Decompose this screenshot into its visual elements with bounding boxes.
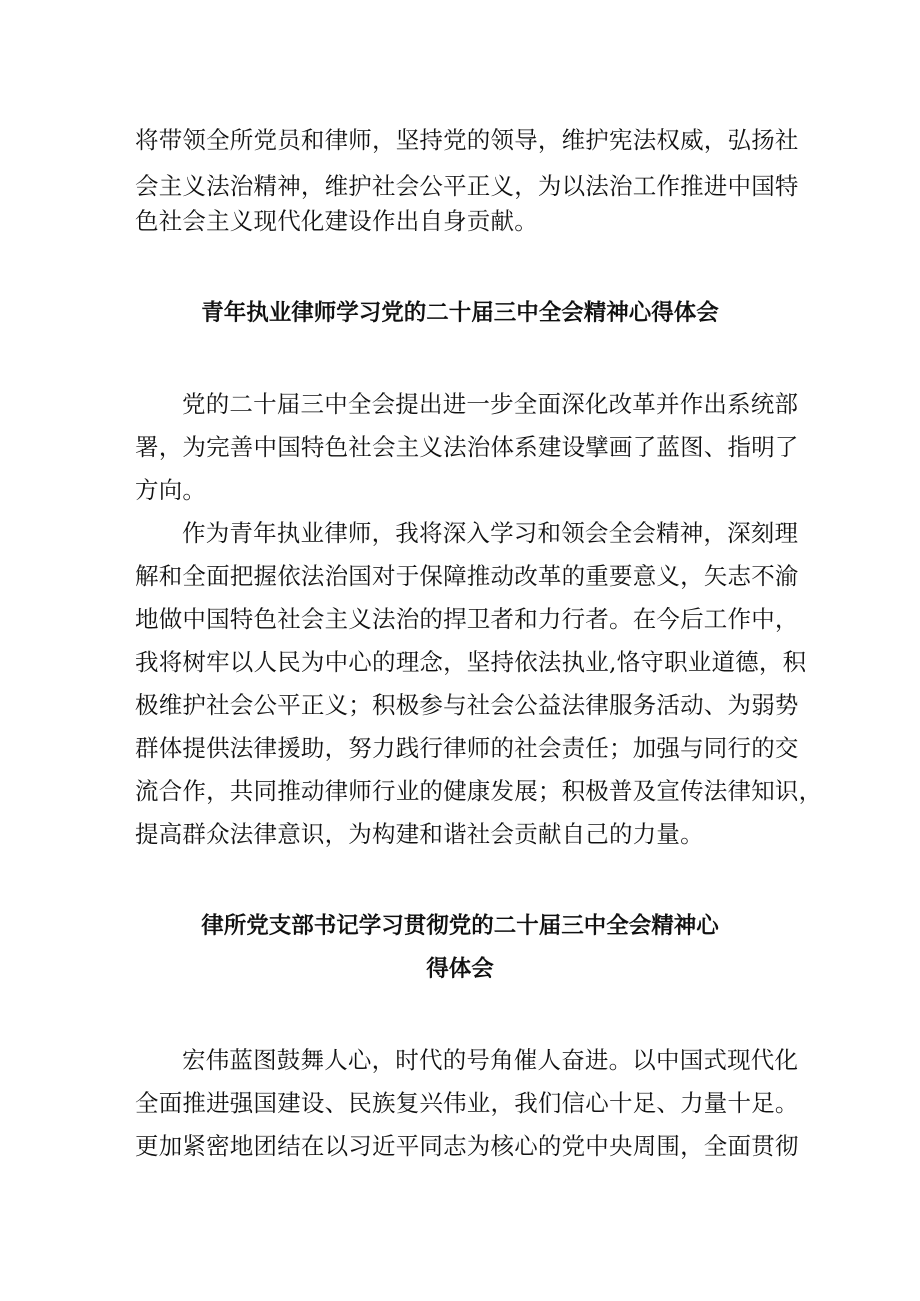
section-title-continuation: 得体会 — [426, 956, 494, 982]
text-line: 全面推进强国建设、民族复兴伟业，我们信心十足、力量十足。 — [135, 1089, 799, 1117]
text-line: 会主义法治精神，维护社会公平正义，为以法治工作推进中国特 — [135, 172, 799, 200]
text-line: 方向。 — [135, 476, 207, 504]
text-line: 更加紧密地团结在以习近平同志为核心的党中央周围，全面贯彻 — [135, 1132, 799, 1160]
text-line: 群体提供法律援助，努力践行律师的社会责任；加强与同行的交 — [135, 734, 799, 762]
section-title: 律所党支部书记学习贯彻党的二十届三中全会精神心 — [201, 913, 719, 939]
text-line: 署，为完善中国特色社会主义法治体系建设擘画了蓝图、指明了 — [135, 433, 799, 461]
text-line: 流合作，共同推动律师行业的健康发展；积极普及宣传法律知识， — [135, 777, 823, 805]
text-line: 极维护社会公平正义；积极参与社会公益法律服务活动、为弱势 — [135, 691, 799, 719]
text-line: 宏伟蓝图鼓舞人心，时代的号角催人奋进。以中国式现代化 — [182, 1046, 799, 1074]
text-line: 地做中国特色社会主义法治的捍卫者和力行者。在今后工作中， — [135, 605, 799, 633]
text-line: 解和全面把握依法治国对于保障推动改革的重要意义，矢志不渝 — [135, 562, 799, 590]
text-line: 色社会主义现代化建设作出自身贡献。 — [135, 207, 538, 235]
text-line: 作为青年执业律师，我将深入学习和领会全会精神，深刻理 — [182, 519, 799, 547]
section-title: 青年执业律师学习党的二十届三中全会精神心得体会 — [201, 300, 719, 326]
text-line: 党的二十届三中全会提出进一步全面深化改革并作出系统部 — [182, 390, 799, 418]
text-line: 将带领全所党员和律师，坚持党的领导，维护宪法权威，弘扬社 — [135, 126, 799, 154]
text-line: 我将树牢以人民为中心的理念，坚持依法执业,恪守职业道德，积 — [135, 648, 807, 676]
text-line: 提高群众法律意识，为构建和谐社会贡献自己的力量。 — [135, 820, 704, 848]
